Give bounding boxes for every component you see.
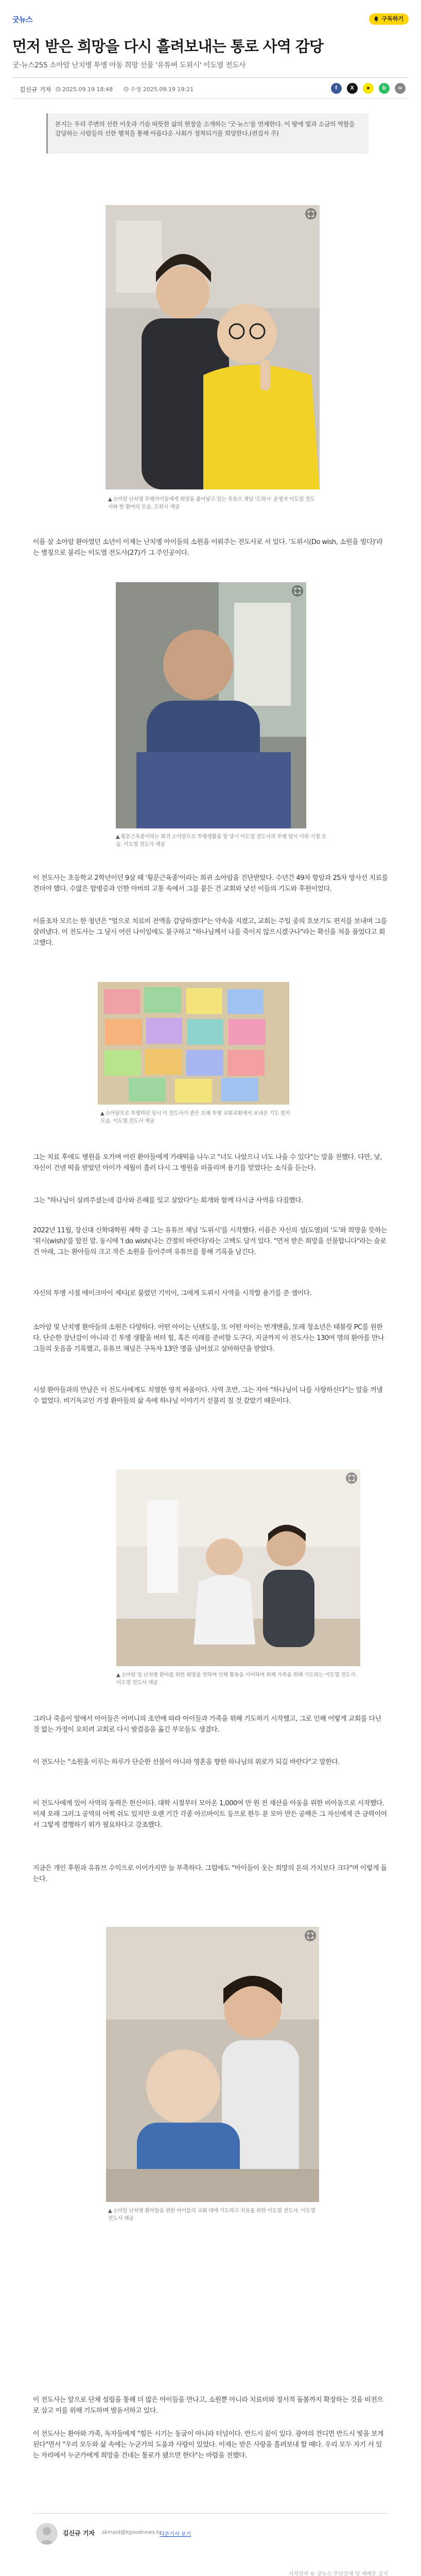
photo-1-caption: ▲ 소아암 난치병 투병아이들에게 희망을 불어넣고 있는 유튜브 채널 '도위시' 운영자 이도열 전도사와 한 환아의 모습. 도위시 제공 <box>108 497 315 510</box>
reporter-more-articles-link[interactable]: 다른기사 보기 <box>160 2532 191 2537</box>
article-photo-3[interactable] <box>98 982 289 1105</box>
expand-image-button[interactable] <box>346 1472 357 1484</box>
byline-author[interactable]: 김신규 기자 <box>20 86 51 93</box>
article-photo-4[interactable] <box>116 1469 360 1666</box>
expand-icon <box>294 588 301 594</box>
article-paragraph: 이름조차 모르는 한 청년은 "얼으로 치료비 전액을 감당하겠다"는 약속을 지켰고, 교회는 주일 중의 호보기도 편지를 보내며 그를 살려냈다. 이 전도사는 그 당시 어린 나이임에도 불구하고 "하나님께서 나를 죽이지 않으시겠구나"라는 확신을 처음 품었다고 회고했다. <box>33 918 387 947</box>
photo-5-illustration <box>106 1927 319 2202</box>
article-title: 먼저 받은 희망을 다시 흘려보내는 통로 사역 감당 <box>12 38 323 55</box>
caption-marker-icon: ▲ <box>100 1111 104 1116</box>
article-paragraph: 이 전도사는 "소원을 이루는 하루가 단순한 선물이 아니라 영혼을 향한 하나님의 위로가 되길 바란다"고 말한다. <box>33 1758 340 1766</box>
editor-summary: 본지는 우리 주변의 선한 이웃과 기슴 따뜻한 삶의 현장을 소개하는 '굿·뉴스'를 연재한다. 이 땅에 빛과 소금의 역할을 감당하는 사람들의 선한 행적을 통해 아름다운 사회가 정착되기를 희망한다.(편집자 주) <box>46 113 369 154</box>
photo-2-caption: ▲ 횡문근육종이라는 희귀 소아암으로 투병생활을 할 당시 이도열 전도사의 투병 당시 어린 시절 모습. 이도열 전도사 제공 <box>116 834 326 848</box>
facebook-icon[interactable]: f <box>331 83 342 94</box>
article-paragraph: 그러나 죽음이 앞에서 아이들은 어머니의 조언에 따라 아이들과 가족을 위해 기도하기 시작했고, 그로 인해 어떻게 교회를 다닌 것 없는 가정이 오히려 교회로 다시 발걸음을 옮긴 부모들도 생겼다. <box>33 1715 381 1734</box>
article-paragraph: 이 전도사는 앞으로 단체 설립을 통해 더 많은 아이들을 만나고, 소원뿐 아니라 치료비와 정서적 돌봄까지 확장하는 것을 비전으로 삼고 이를 위해 기도하며 발돋서하고 있다. <box>33 2396 383 2415</box>
article-paragraph: 이름 살 소아암 환아였던 소년이 이제는 난치병 아이들의 소원을 이뤄주는 전도사로 서 있다. '도위시(Do wish, 소원을 빌다)'라는 별칭으로 불리는 이도열 전도사(27)가 그 주인공이다. <box>33 538 383 557</box>
subscribe-button[interactable] <box>369 13 409 25</box>
article-paragraph: 자신의 투병 시절 에이크아이 제티(로 불렸던 기억이, 그에게 도위시 사역을 시작할 용기를 준 셈이다. <box>33 1290 312 1297</box>
expand-image-button[interactable] <box>305 208 317 219</box>
article-paragraph: 그는 치료 후에도 병원을 오가며 어린 환아들에게 가래떡을 나누고 "너도 나았으니 너도 나을 수 있다"는 말을 전했다. 다만, 낯, 자신이 건넨 떡을 받았던 아이가 세월이 흘러 다시 그 병원을 떠올리며 용기를 얻었다는 소식을 듣는다. <box>33 1154 382 1172</box>
article-paragraph: 이 전도사는 환아와 가족, 독자들에게 "힘든 시기는 동굴이 아니라 터널이다. 반드시 끝이 있다. 광야의 견디면 반드시 빛을 보게 된다"면서 "우리 모두와 삶 속에는 누군가의 도움과 사랑이 있었다. 이제는 받은 사랑을 흘려보내 할 때다. 우리 모두 자기 서 있는 자리에서 누군가에게 희망을 건네는 통로가 됐으면 한다"는 바람을 전했다. <box>33 2430 384 2460</box>
caption-marker-icon: ▲ <box>108 497 112 502</box>
link-copy-icon[interactable]: ∞ <box>395 83 406 94</box>
article-paragraph: 지금은 개인 후원과 유튜브 수익으로 이어가지만 늘 부족하다. 그럼에도 "아이들이 웃는 희망의 돈의 가치보다 크다"며 이렇게 돕는다. <box>33 1865 387 1883</box>
article-paragraph: 이 전도사는 초등학교 2학년이던 9살 때 '횡문근육종'이라는 희귀 소아암을 진단받았다. 수년간 49차 항암과 25차 방사선 치료를 견뎌야 했다. 수많은 합병증과 인한 아버의 고통 속에서 그를 붙든 건 교회와 낯선 이들의 기도와 후원이었다. <box>33 874 388 893</box>
reporter-name[interactable]: 김신규 기자 <box>63 2530 95 2537</box>
published-date: 2025.09.19 18:48 <box>62 86 113 93</box>
reporter-divider <box>33 2513 388 2514</box>
article-photo-2[interactable] <box>116 582 306 828</box>
copyright-notice: 저작권자 © 굿뉴스 무단전재 및 재배포 금지 <box>288 2571 388 2576</box>
site-logo[interactable]: 굿뉴스 <box>12 16 33 24</box>
expand-image-button[interactable] <box>305 1930 316 1941</box>
photo-3-illustration <box>98 982 289 1105</box>
article-paragraph: 2022년 11월, 장신대 신학대학원 재학 중 그는 유튜브 채널 '도위시'를 시작했다. 이름은 자신의 성(도열)의 '도'와 희망을 뜻하는 '위시(wish)'를 합친 말. 동시에 'I do wish(나는 간절히 바란다)'라는 고백도 담겨 있다. "먼저 받은 희망을 선물합니다"라는 슬로건 아래, 그는 환아들의 크고 작은 소원을 들어주며 유튜브를 통해 기록을 남긴다. <box>33 1227 388 1256</box>
subscribe-label: 구독하기 <box>381 15 404 22</box>
photo-4-illustration <box>116 1469 360 1666</box>
photo-2-illustration <box>116 582 306 828</box>
reporter-email[interactable]: skmaid@kgoodnews.kr <box>102 2530 162 2535</box>
article-paragraph: 시설 환아들과의 만남은 이 전도사에게도 치열한 영적 싸움이다. 사역 초반, 그는 자아 "하나님이 나를 사랑하신다"는 말을 꺼낼 수 없었다. 비기독교인 가정 환아들의 삶 속에 하나님 이야기기 섣불리 칠 것 같았기 때문이다. <box>33 1386 383 1405</box>
avatar-placeholder-icon <box>36 2523 58 2545</box>
share-buttons <box>328 83 406 94</box>
photo-5-caption: ▲ 소아암 난치병 환아들을 위한 아이들의 교회 데에 기도하고 치유를 위한 이도열 전도사. 이도열 전도사 제공 <box>108 2208 315 2222</box>
article-paragraph: 소아암 및 난치병 환아들의 소원은 다양하다. 어떤 아이는 닌텐도를, 또 어떤 아이는 번개맨을, 또래 청소년은 태블릿 PC를 원한다. 단순한 장난감이 아니라 긴 투병 생활을 버텨 힘, 혹은 미래를 준비할 도구다. 지금까지 이 전도사는 130여 명의 환아를 만나 그들의 웃음을 기록했고, 유튜브 채널은 구독자 13만 명을 넘어섰고 살바하던을 받았다. <box>33 1324 384 1353</box>
twitter-icon[interactable]: X <box>347 83 358 94</box>
expand-icon <box>307 1933 313 1939</box>
expand-icon <box>308 211 314 217</box>
photo-4-caption: ▲ 소아암 및 난치병 환아를 위한 희망을 전하며 인해 활동을 이어하며 위해 가족을 위해 기도하는 이도열 전도사. 이도열 전도사 제공 <box>116 1672 357 1686</box>
reporter-avatar <box>36 2523 58 2545</box>
top-bar <box>12 13 409 25</box>
article-paragraph: 이 전도사에게 있어 사역의 동력은 헌신이다. 대학 시절부터 모아온 1,000여 만 원 전 재산을 아동을 위한 비아동으로 시작했다. 이제 오래 그러그 공역의 어쩍 쉬도 있지만 오랜 기간 각종 아르바이트 등으로 한두 푼 모아 만든 공백은 그 자신에게 큰 금력이어서 그렇게 결행하기 위가 필요하다고 강조했다. <box>33 1800 387 1829</box>
updated-date: 수정 2025.09.19 19:21 <box>130 86 194 93</box>
bell-icon <box>373 16 379 22</box>
caption-marker-icon: ▲ <box>116 834 120 840</box>
article-photo-5[interactable] <box>106 1927 319 2202</box>
band-icon[interactable]: b <box>379 83 390 94</box>
article-photo-1[interactable] <box>106 205 320 489</box>
expand-image-button[interactable] <box>292 585 303 597</box>
caption-marker-icon: ▲ <box>116 1672 120 1678</box>
byline-bar <box>12 77 409 99</box>
photo-1-illustration <box>106 205 320 489</box>
kakao-icon[interactable]: ● <box>363 83 374 94</box>
article-paragraph: 그는 "하나님이 살려주셨는데 감사와 은혜를 잊고 살았다"는 회개와 함께 다시금 사역을 다짐했다. <box>33 1197 303 1205</box>
article-subtitle: 굿·뉴스255 소아암 난치병 투병 아동 희망 선물 '유튜버 도위시' 이도열 전도사 <box>12 61 246 70</box>
byline-dates <box>56 85 194 93</box>
clock-icon <box>56 87 61 92</box>
clock-icon <box>124 87 129 92</box>
photo-3-caption: ▲ 소아암으로 투병하던 당시 이 전도사가 받은 오래 투병 교회교회에서 보내온 기도 편지 모습. 이도열 전도사 제공 <box>100 1111 290 1124</box>
expand-icon <box>348 1475 355 1481</box>
caption-marker-icon: ▲ <box>108 2208 112 2214</box>
